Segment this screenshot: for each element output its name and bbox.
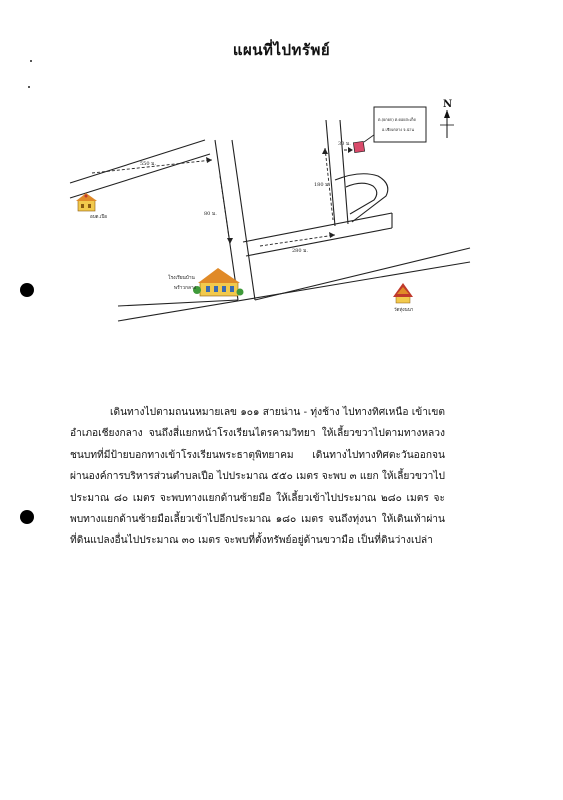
- road-mid-upper: [243, 213, 392, 242]
- label-180: 180 ม.: [314, 182, 331, 188]
- north-label: N: [443, 99, 453, 110]
- label-temple: วัดทุ่งนนา: [394, 308, 414, 313]
- road-right-b: [340, 120, 348, 224]
- north-arrowhead-icon: [444, 110, 450, 118]
- arrowhead: [348, 147, 353, 153]
- label-30: 30 ม.: [338, 141, 351, 147]
- label-school-line2: พร้าวกลาง: [174, 286, 197, 291]
- road-branch-curve-inner: [346, 183, 377, 214]
- property-marker: [353, 141, 364, 152]
- road-mid-lower: [246, 228, 392, 256]
- punch-hole-bottom: [20, 510, 34, 524]
- road-lines: [70, 120, 470, 321]
- road-bottom-upper-left: [118, 300, 238, 306]
- label-sao: อบต.เปือ: [90, 215, 108, 220]
- label-550: 550 ม.: [140, 161, 157, 167]
- road-bottom-lower: [118, 262, 470, 321]
- label-80: 80 ม.: [204, 211, 217, 217]
- distance-arrows: [92, 148, 353, 246]
- arrowhead: [322, 148, 328, 154]
- road-main-left-b: [232, 140, 255, 300]
- page-title: แผนที่ไปทรัพย์: [232, 41, 331, 59]
- arrowhead: [329, 232, 335, 238]
- school-icon: [193, 268, 244, 296]
- property-info-box: [374, 107, 426, 142]
- directions-paragraph: เดินทางไปตามถนนหมายเลข ๑๐๑ สายน่าน - ทุ่งช้าง ไปทางทิศเหนือ เข้าเขตอำเภอเชียงกลาง จนถึงสี่แยกหน้าโรงเรียนไตรคามวิทยา ให้เลี้ยวขวาไปตามทางหลวงชนบทที่มีป้ายบอกทางเข้าโรงเรียนพระธาตุพิทยาคม เดินทางไปทางทิศตะวันออกจนผ่านองค์การบริหารส่วนตำบลเปือ ไปประมาณ ๕๕๐ เมตร จะพบ ๓ แยก ให้เลี้ยวขวาไปประมาณ ๘๐ เมตร จะพบทางแยกด้านซ้ายมือ ให้เลี้ยวเข้าไปประมาณ ๒๘๐ เมตร จะพบทางแยกด้านซ้ายมือเลี้ยวเข้าไปอีกประมาณ ๑๘๐ เมตร จนถึงทุ่งนา ให้เดินเท้าผ่านที่ดินแปลงอื่นไปประมาณ ๓๐ เมตร จะพบที่ตั้งทรัพย์อยู่ด้านขวามือ เป็นที่ดินว่างเปล่า: [70, 407, 445, 547]
- road-branch-curve-outer: [335, 174, 388, 222]
- label-school-line1: โรงเรียนบ้าน: [168, 276, 195, 281]
- property-info-line1: ต.(ยกยก) ต.ดอยสะเก็ด: [378, 117, 416, 122]
- temple-icon: [393, 283, 413, 303]
- arrowhead: [206, 157, 212, 163]
- property-info-line2: อ.เชียงกลาง จ.น่าน: [382, 127, 415, 132]
- label-280: 280 ม.: [292, 248, 309, 254]
- arrowhead: [227, 238, 233, 244]
